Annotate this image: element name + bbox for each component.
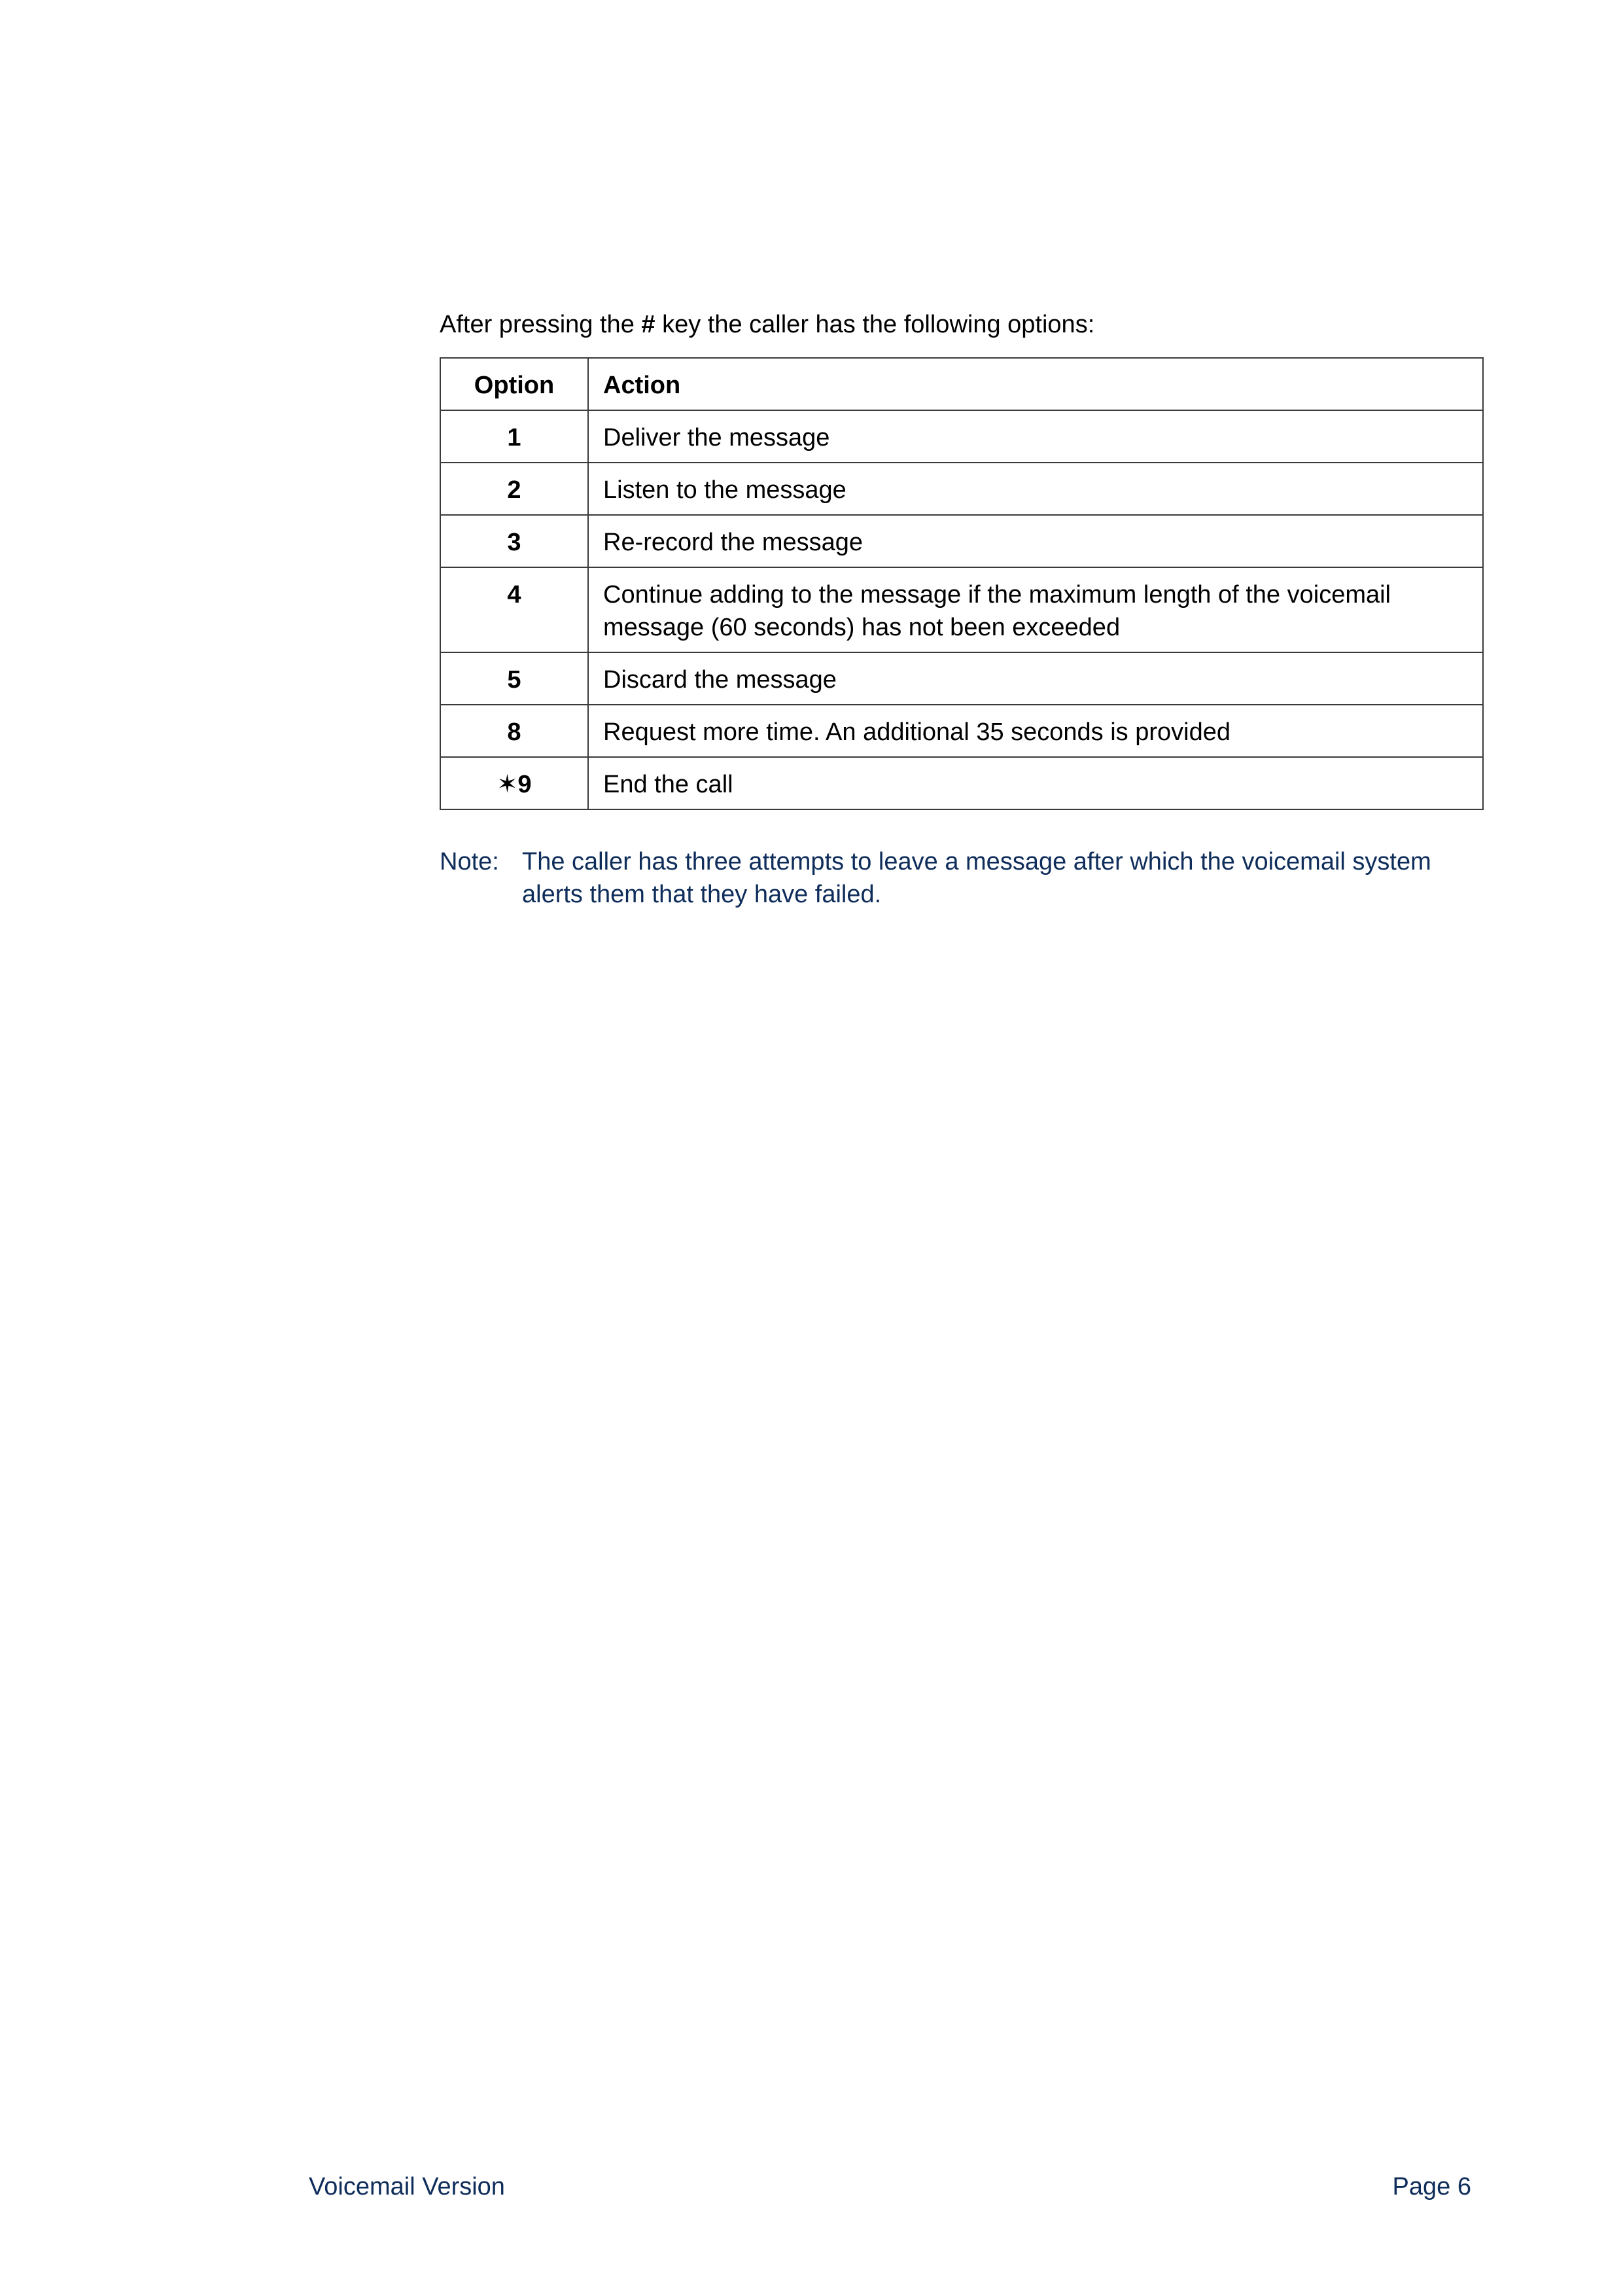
option-cell: ✶9 — [440, 757, 588, 809]
intro-suffix: key the caller has the following options: — [655, 311, 1095, 338]
table-row — [440, 463, 1483, 515]
note-label: Note: — [440, 848, 499, 875]
action-cell: Continue adding to the message if the maximum length of the voicemail message (60 seconds) has not been exceeded — [588, 567, 1483, 652]
option-cell: 4 — [440, 567, 588, 652]
action-cell: End the call — [588, 757, 1483, 809]
options-table — [440, 357, 1484, 810]
table-row — [440, 705, 1483, 757]
table-row — [440, 757, 1483, 809]
intro-sentence — [440, 309, 1094, 340]
action-cell: Discard the message — [588, 652, 1483, 705]
table-row — [440, 652, 1483, 705]
table-row — [440, 410, 1483, 463]
note-text: The caller has three attempts to leave a message after which the voicemail system alerts them that they have failed. — [522, 848, 1431, 908]
option-cell: 2 — [440, 463, 588, 515]
option-cell: 3 — [440, 515, 588, 567]
table-header-row — [440, 358, 1483, 410]
intro-prefix: After pressing the — [440, 311, 642, 338]
footer-document-title: Voicemail Version — [309, 2173, 505, 2200]
note-block — [440, 845, 1460, 911]
action-cell: Deliver the message — [588, 410, 1483, 463]
option-cell: 1 — [440, 410, 588, 463]
option-cell: 8 — [440, 705, 588, 757]
option-column-header: Option — [440, 358, 588, 410]
action-cell: Listen to the message — [588, 463, 1483, 515]
hash-key: # — [641, 311, 655, 338]
table-row — [440, 515, 1483, 567]
footer-page-number: Page 6 — [1392, 2173, 1471, 2200]
option-cell: 5 — [440, 652, 588, 705]
action-cell: Re-record the message — [588, 515, 1483, 567]
action-column-header: Action — [588, 358, 1483, 410]
table-row — [440, 567, 1483, 652]
action-cell: Request more time. An additional 35 seconds is provided — [588, 705, 1483, 757]
